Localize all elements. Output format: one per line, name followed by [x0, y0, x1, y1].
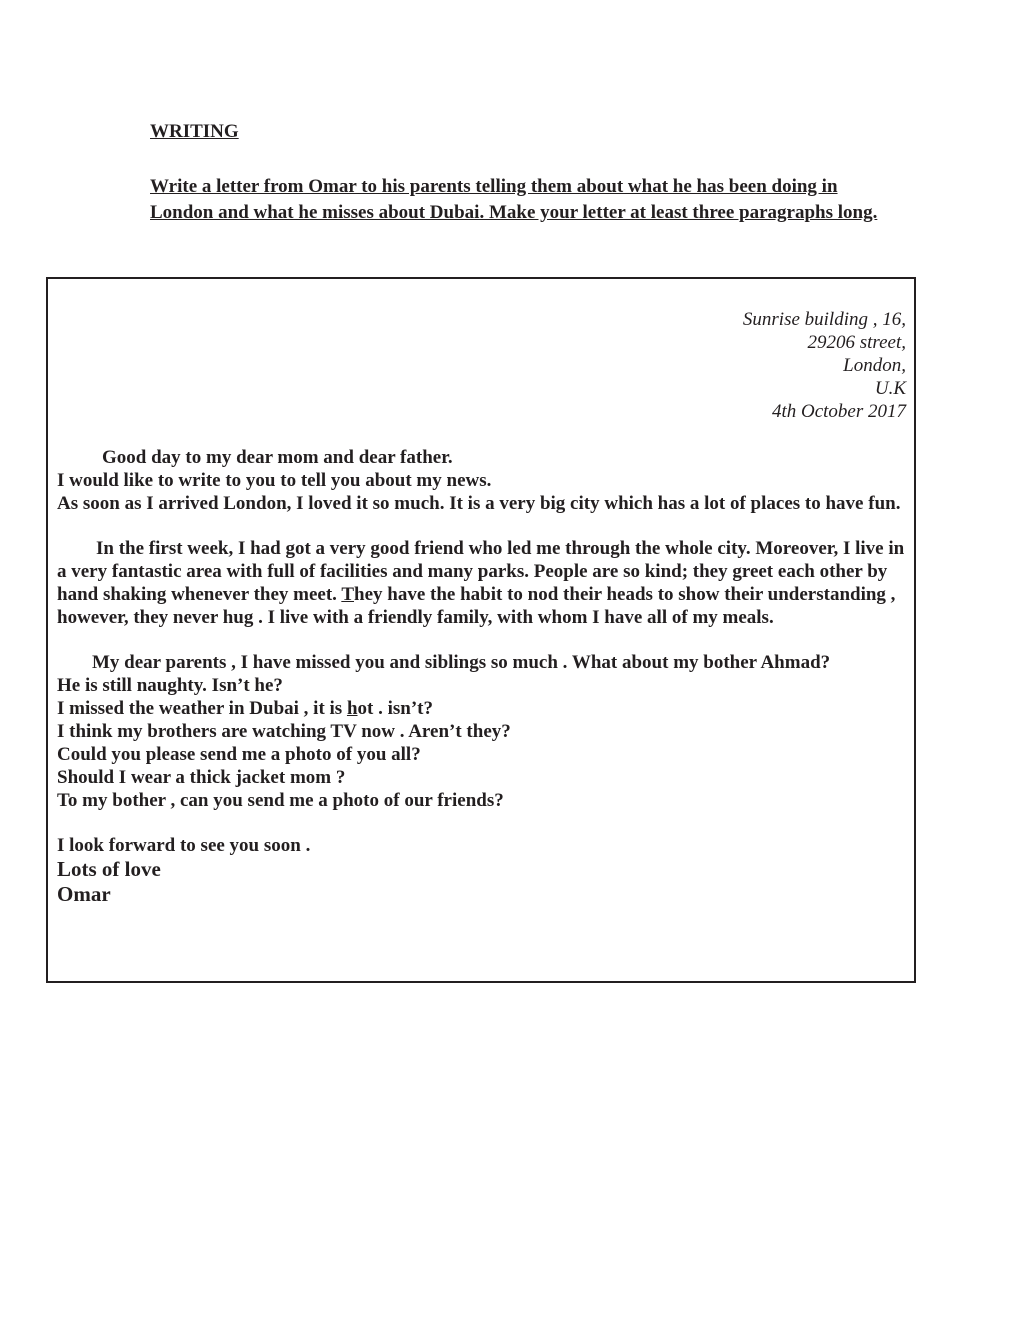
- paragraph-3-line-6: Should I wear a thick jacket mom ?: [57, 767, 346, 788]
- paragraph-2-underlined: T: [341, 584, 355, 605]
- paragraph-3-underlined: h: [346, 698, 358, 719]
- sender-address: [743, 308, 906, 423]
- paragraph-3-line-3-a: I missed the weather in Dubai , it is: [57, 698, 347, 719]
- writing-instructions: Write a letter from Omar to his parents telling them about what he has been doing in London and what he misses about Dubai. Make your letter at least three paragraphs long.: [150, 176, 878, 223]
- section-heading: WRITING: [150, 121, 239, 142]
- paragraph-3-line-1: My dear parents , I have missed you and siblings so much . What about my bother Ahmad?: [92, 652, 831, 673]
- letter-body: [57, 446, 907, 907]
- closing-line: I look forward to see you soon .: [57, 835, 311, 856]
- paragraph-3-line-7: To my bother , can you send me a photo of our friends?: [57, 790, 504, 811]
- address-line-4: U.K: [874, 378, 906, 399]
- paragraph-2-part-1: In the first week, I had got a very good friend who led me through the whole city. Moreover, I live in a very fantastic area with full of facilities and many parks. People are so kind; they greet each other by hand shaking whenever they meet.: [57, 538, 905, 605]
- paragraph-3-line-5: Could you please send me a photo of you all?: [57, 744, 421, 765]
- signature: Omar: [57, 882, 111, 906]
- letter-date: 4th October 2017: [771, 401, 906, 422]
- address-line-2: 29206 street,: [807, 332, 906, 353]
- address-line-1: Sunrise building , 16,: [742, 309, 906, 330]
- intro-line-2: As soon as I arrived London, I loved it so much. It is a very big city which has a lot of places to have fun.: [57, 493, 901, 514]
- paragraph-2: [57, 537, 907, 629]
- signoff: Lots of love: [57, 857, 161, 881]
- paragraph-3-line-2: He is still naughty. Isn’t he?: [57, 675, 283, 696]
- paragraph-3-line-4: I think my brothers are watching TV now . Aren’t they?: [57, 721, 511, 742]
- letter-box: [46, 277, 916, 983]
- address-line-3: London,: [843, 355, 906, 376]
- paragraph-3-line-3-b: ot . isn’t?: [357, 698, 434, 719]
- paragraph-3-line-3: [57, 697, 907, 720]
- intro-line-1: I would like to write to you to tell you about my news.: [57, 470, 492, 491]
- paragraph-2-part-2: hey have the habit to nod their heads to show their understanding , however, they never hug . I live with a friendly family, with whom I have all of my meals.: [57, 584, 896, 628]
- greeting: Good day to my dear mom and dear father.: [102, 447, 453, 468]
